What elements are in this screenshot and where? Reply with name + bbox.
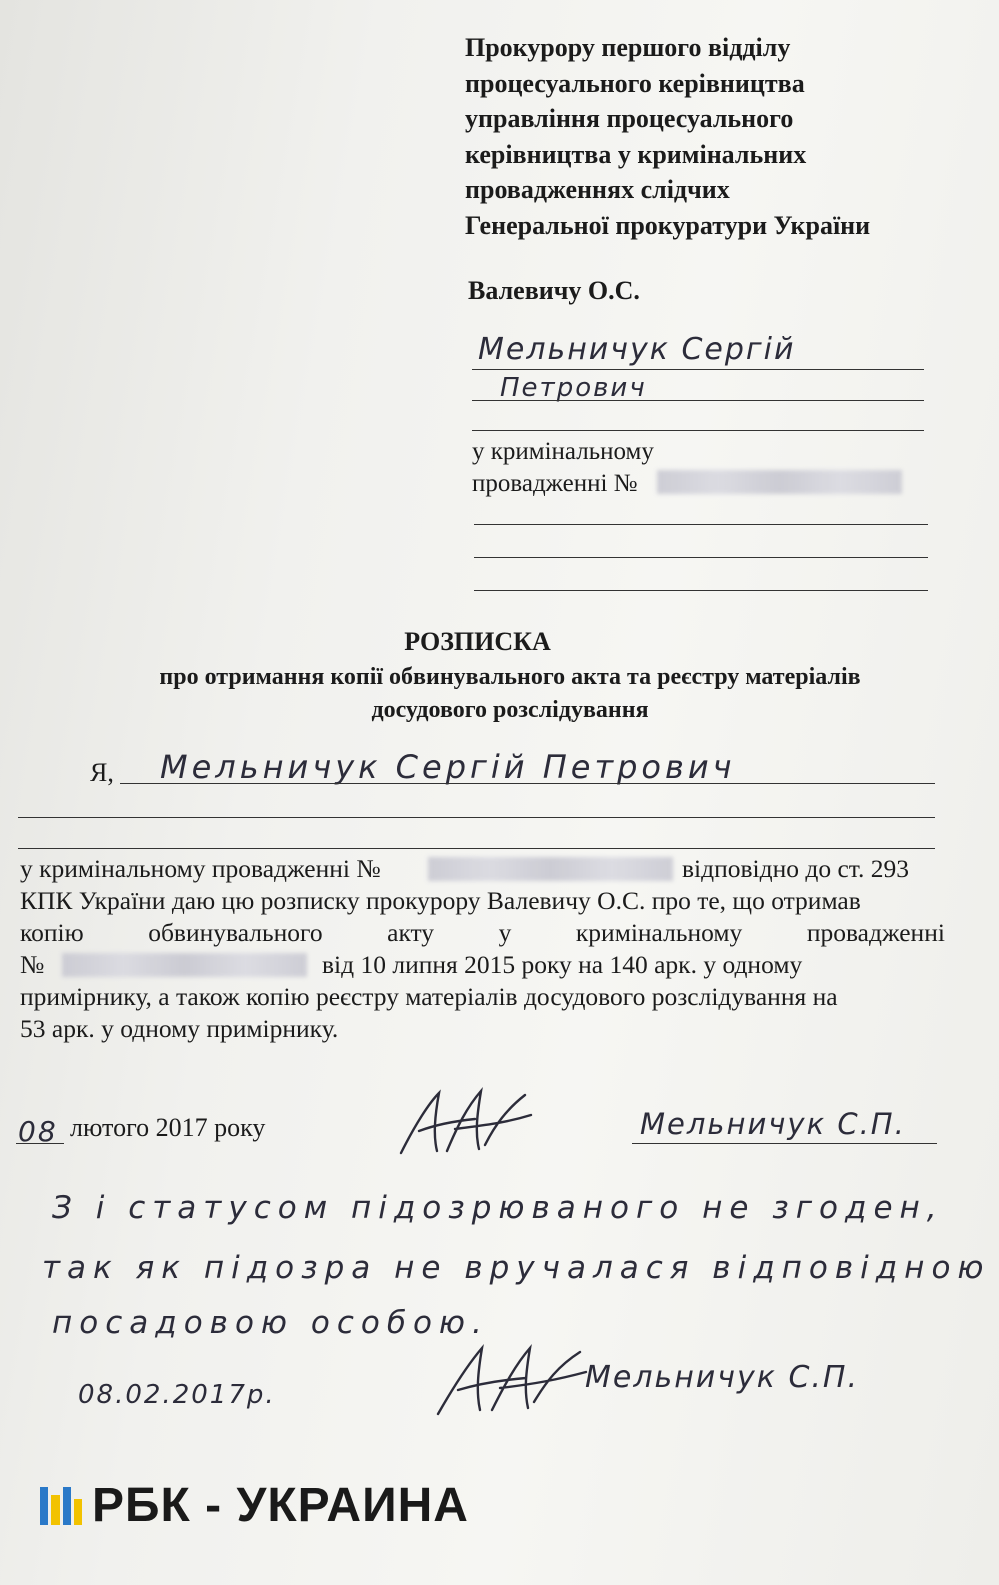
note-date: 08.02.2017р. <box>78 1380 276 1410</box>
blank-line-1 <box>474 524 928 525</box>
note-line-1: З і статусом підозрюваного не згоден, <box>52 1190 944 1226</box>
body-word: у <box>498 918 512 947</box>
date-day-handwritten: 08 <box>18 1115 58 1148</box>
signature-mark <box>395 1085 535 1160</box>
addressee-name: Валевичу О.С. <box>468 276 640 305</box>
sender-name-handwritten-1: Мельничук Сергій <box>478 332 796 367</box>
note-signature-name: Мельничук С.П. <box>585 1360 860 1395</box>
rbc-ukraine-logo <box>40 1478 469 1533</box>
blank-line-2 <box>474 557 928 558</box>
body-line-3 <box>20 917 945 949</box>
redacted-case-number <box>428 857 673 881</box>
body-word: копію <box>20 918 84 947</box>
blank-line-3 <box>474 590 928 591</box>
sender-line-2 <box>472 400 924 401</box>
declaration-prefix: Я, <box>90 758 114 787</box>
declaration-line-2 <box>18 817 935 818</box>
body-text: відповідно до ст. 293 <box>682 854 910 883</box>
body-word: обвинувального <box>148 918 323 947</box>
addressee-line: процесуального керівництва <box>465 68 805 98</box>
body-text: № <box>20 950 45 979</box>
sender-name-handwritten-2: Петрович <box>500 373 647 403</box>
addressee-line: керівництва у кримінальних <box>465 139 807 169</box>
rbc-logo-icon <box>40 1487 82 1525</box>
declaration-name-handwritten: Мельничук Сергій Петрович <box>160 748 736 786</box>
document-subtitle <box>60 661 960 727</box>
case-label-2: провадженні № <box>472 470 638 497</box>
sender-line-1 <box>472 369 924 370</box>
addressee-line: Прокурору першого відділу <box>465 33 791 62</box>
body-word: провадженні <box>806 918 945 947</box>
addressee-line: управління процесуального <box>465 104 794 133</box>
body-word: кримінальному <box>575 918 743 947</box>
document-title: РОЗПИСКА <box>404 627 551 656</box>
redacted-case-number <box>657 470 902 494</box>
signature-line <box>632 1143 937 1144</box>
addressee-line: Генеральної прокуратури України <box>465 210 871 240</box>
declaration-line-1 <box>120 783 935 784</box>
subtitle-line: про отримання копії обвинувального акта та реєстру матеріалів <box>159 664 861 690</box>
case-label-1: у кримінальному <box>472 438 654 465</box>
date-printed: лютого 2017 року <box>70 1113 266 1142</box>
declaration-line-3 <box>18 848 935 849</box>
body-text: у кримінальному провадженні № <box>20 854 381 883</box>
body-line-6: 53 арк. у одному примірнику. <box>20 1014 339 1043</box>
body-word: акту <box>387 918 435 947</box>
note-signature-mark <box>430 1340 590 1420</box>
note-line-3: посадовою особою. <box>52 1305 489 1341</box>
addressee-line: провадженнях слідчих <box>465 175 730 204</box>
body-text: від 10 липня 2015 року на 140 арк. у одному <box>322 950 803 979</box>
body-line-2: КПК України даю цю розписку прокурору Валевичу О.С. про те, що отримав <box>20 886 861 915</box>
redacted-case-number <box>62 953 307 977</box>
body-line-5: примірнику, а також копію реєстру матеріалів досудового розслідування на <box>20 982 838 1011</box>
logo-text: РБК - УКРАИНА <box>92 1479 469 1532</box>
sender-line-3 <box>472 430 924 431</box>
note-line-2: так як підозра не вручалася відповідною <box>42 1250 991 1286</box>
subtitle-line: досудового розслідування <box>371 697 649 723</box>
date-day-line <box>16 1143 64 1144</box>
signature-name-handwritten: Мельничук С.П. <box>640 1107 906 1141</box>
addressee-block <box>465 30 935 243</box>
